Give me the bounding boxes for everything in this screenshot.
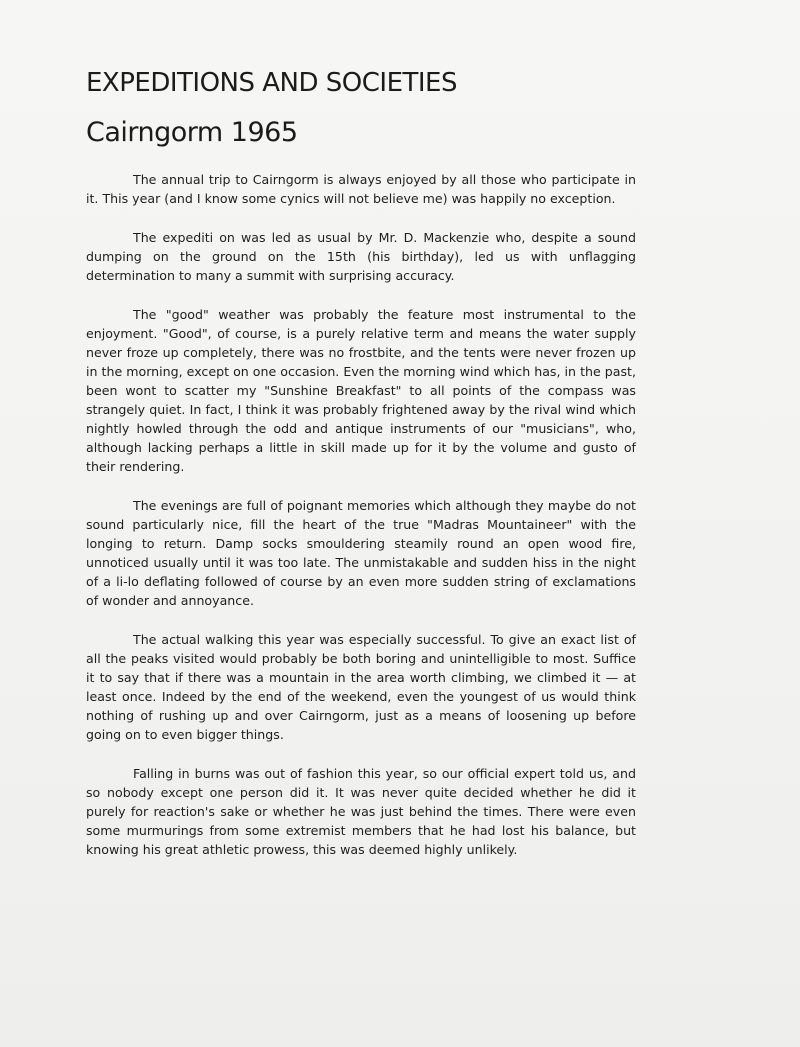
section-title: EXPEDITIONS AND SOCIETIES — [86, 68, 457, 98]
paragraph: The actual walking this year was especially successful. To give an exact list of all the peaks visited would probably be both boring and unintelligible to most. Suffice it to say that if there was a mountain in the area worth climbing, we climbed it — at least once. Indeed by the end of the weekend, even the youngest of us would think nothing of rushing up and over Cairngorm, just as a means of loosening up before going on to even bigger things. — [86, 632, 636, 742]
paragraph: The annual trip to Cairngorm is always enjoyed by all those who participate in it. This year (and I know some cynics will not believe me) was happily no exception. — [86, 172, 636, 206]
article-title: Cairngorm 1965 — [86, 117, 298, 148]
paragraph: The expediti on was led as usual by Mr. D. Mackenzie who, despite a sound dumping on the ground on the 15th (his birthday), led us with unflagging determination to many a summit with surprising accuracy. — [86, 230, 636, 283]
article — [86, 62, 636, 879]
paragraph: The evenings are full of poignant memories which although they maybe do not sound particularly nice, fill the heart of the true "Madras Mountaineer" with the longing to return. Damp socks smouldering steamily round an open wood fire, unnoticed usually until it was too late. The unmistakable and sudden hiss in the night of a li-lo deflating followed of course by an even more sudden string of exclamations of wonder and annoyance. — [86, 498, 636, 608]
paragraph: Falling in burns was out of fashion this year, so our official expert told us, and so nobody except one person did it. It was never quite decided whether he did it purely for reaction's sake or whether he was just behind the times. There were even some murmurings from some extremist members that he had lost his balance, but knowing his great athletic prowess, this was deemed highly unlikely. — [86, 766, 636, 857]
paragraph: The "good" weather was probably the feature most instrumental to the enjoyment. "Good", of course, is a purely relative term and means the water supply never froze up completely, there was no frostbite, and the tents were never frozen up in the morning, except on one occasion. Even the morning wind which has, in the past, been wont to scatter my "Sunshine Breakfast" to all points of the compass was strangely quiet. In fact, I think it was probably frightened away by the rival wind which nightly howled through the odd and antique instruments of our "musicians", who, although lacking perhaps a little in skill made up for it by the volume and gusto of their rendering. — [86, 307, 636, 474]
